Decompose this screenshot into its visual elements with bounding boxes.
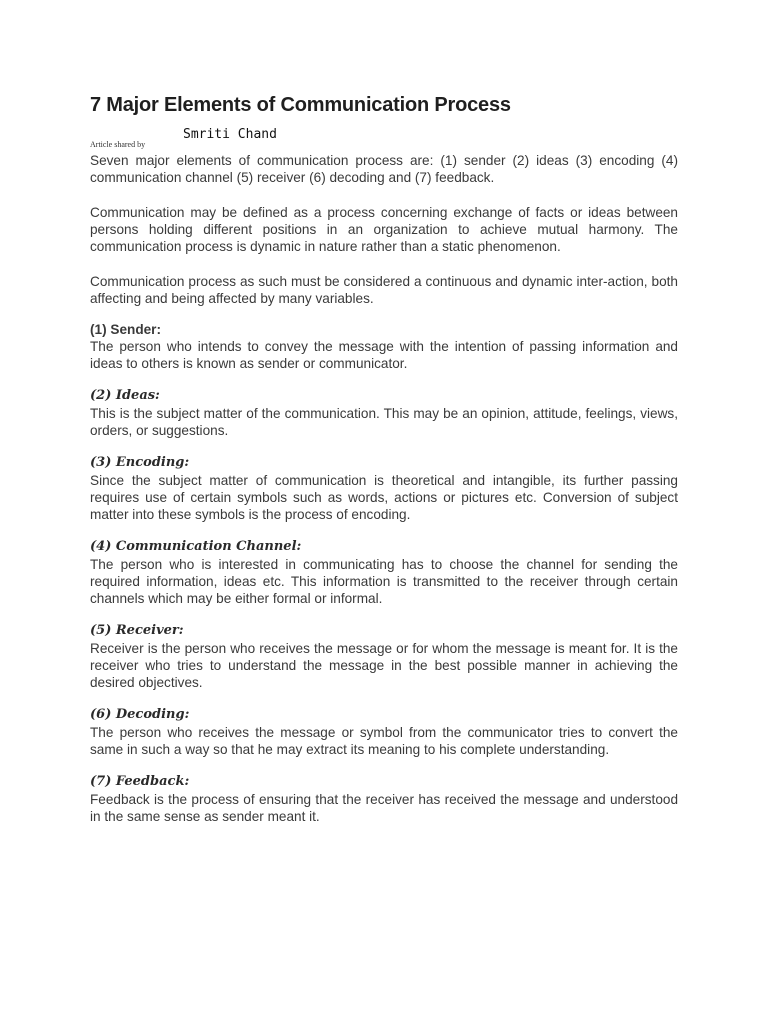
- section-communication-channel: [90, 538, 678, 607]
- document-page: [90, 92, 678, 825]
- intro-paragraph-3: Communication process as such must be considered a continuous and dynamic inter-action, both affecting and being affected by many variables.: [90, 274, 678, 306]
- section-heading: (6) Decoding:: [90, 707, 190, 722]
- section-sender: [90, 321, 678, 372]
- section-encoding: [90, 454, 678, 523]
- section-body: The person who is interested in communicating has to choose the channel for sending the required information, ideas etc. This information is transmitted to the receiver through certain channels which may be either formal or informal.: [90, 557, 678, 606]
- byline: [90, 126, 678, 149]
- section-heading: (1) Sender:: [90, 322, 162, 337]
- section-body: Receiver is the person who receives the message or for whom the message is meant for. It is the receiver who tries to understand the message in the best possible manner in achieving the desired objectives.: [90, 641, 678, 690]
- section-body: The person who receives the message or symbol from the communicator tries to convert the same in such a way so that he may extract its meaning to his complete understanding.: [90, 725, 678, 757]
- byline-author: Smriti Chand: [183, 127, 277, 142]
- section-receiver: [90, 622, 678, 691]
- section-heading: (2) Ideas:: [90, 388, 160, 403]
- section-heading: (4) Communication Channel:: [90, 539, 302, 554]
- section-heading: (3) Encoding:: [90, 455, 190, 470]
- byline-label: Article shared by: [90, 140, 146, 149]
- section-body: Since the subject matter of communication is theoretical and intangible, its further passing requires use of certain symbols such as words, actions or pictures etc. Conversion of subject matter into these symbols is the process of encoding.: [90, 473, 678, 522]
- section-heading: (5) Receiver:: [90, 623, 184, 638]
- intro-paragraph-1: Seven major elements of communication process are: (1) sender (2) ideas (3) encoding (4) communication channel (5) receiver (6) decoding and (7) feedback.: [90, 153, 678, 185]
- section-ideas: [90, 387, 678, 439]
- section-decoding: [90, 706, 678, 758]
- intro-paragraph-2: Communication may be defined as a process concerning exchange of facts or ideas between persons holding different positions in an organization to achieve mutual harmony. The communication process is dynamic in nature rather than a static phenomenon.: [90, 205, 678, 254]
- section-body: The person who intends to convey the message with the intention of passing information and ideas to others is known as sender or communicator.: [90, 339, 678, 371]
- page-title: 7 Major Elements of Communication Process: [90, 94, 511, 116]
- section-heading: (7) Feedback:: [90, 774, 190, 789]
- section-body: Feedback is the process of ensuring that the receiver has received the message and understood in the same sense as sender meant it.: [90, 792, 678, 824]
- section-body: This is the subject matter of the communication. This may be an opinion, attitude, feelings, views, orders, or suggestions.: [90, 406, 678, 438]
- section-feedback: [90, 773, 678, 825]
